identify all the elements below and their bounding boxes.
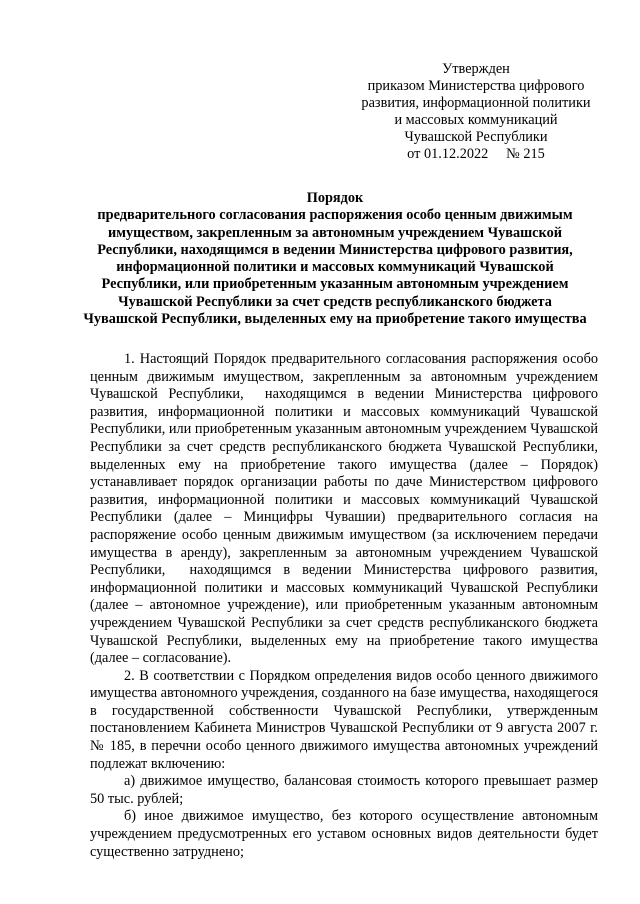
item-b-line: б) иное движимое имущество, без которого осуществление автономным — [124, 808, 598, 825]
paragraph-2-line: имущества автономного учреждения, созданного на базе имущества, находящегося — [90, 685, 599, 702]
approval-line: Утвержден — [442, 61, 510, 77]
paragraph-1-line: Чувашской Республики, выделенных ему на приобретение такого имущества — [90, 632, 598, 649]
paragraph-2-line: № 185, в перечни особо ценного движимого имущества автономных учреждений — [90, 738, 598, 755]
approval-line: и массовых коммуникаций — [394, 112, 558, 129]
title-line: Республики, находящимся в ведении Министерства цифрового развития, — [97, 241, 573, 258]
paragraph-1-line: (далее – согласование). — [90, 650, 232, 667]
paragraph-2-line: в государственной собственности Чувашской Республики, утвержденным — [90, 702, 598, 719]
item-a-line: а) движимое имущество, балансовая стоимость которого превышает размер — [124, 773, 598, 790]
approval-line: приказом Министерства цифрового — [367, 78, 585, 95]
item-b-line: существенно затруднено; — [90, 843, 244, 860]
paragraph-1-line: 1. Настоящий Порядок предварительного согласования распоряжения особо — [124, 351, 598, 367]
title-line: Чувашской Республики за счет средств республиканского бюджета — [118, 293, 552, 310]
approval-date-number: от 01.12.2022 № 215 — [407, 146, 545, 163]
paragraph-1-line: распоряжение особо ценным движимым имуществом (за исключением передачи — [90, 526, 598, 543]
title-line: информационной политики и массовых коммуникаций Чувашской — [116, 259, 554, 276]
paragraph-1-line: выделенных ему на приобретение такого имущества (далее – Порядок) — [90, 456, 598, 473]
paragraph-1-line: информационной политики и массовых коммуникаций Чувашской Республики — [90, 579, 598, 596]
item-b-line: учреждением предусмотренных его уставом основных видов деятельности будет — [90, 826, 598, 843]
document-title — [60, 190, 610, 328]
approval-line: развития, информационной политики — [361, 95, 591, 112]
item-a-line: 50 тыс. рублей; — [90, 790, 184, 807]
paragraph-1-line: (далее – автономное учреждение), или приобретенным указанным автономным — [90, 597, 598, 614]
document-body — [90, 351, 598, 861]
title-line: имуществом, закрепленным за автономным учреждением Чувашской — [108, 224, 562, 241]
paragraph-1-line: ценным движимым имуществом, закрепленным за автономным учреждением — [90, 368, 598, 385]
approval-line: Чувашской Республики — [404, 129, 548, 146]
paragraph-1-line: Республики, или приобретенным указанным автономным учреждением Чувашской — [90, 421, 598, 438]
approval-stamp — [340, 61, 612, 164]
paragraph-2-line: подлежат включению: — [90, 755, 226, 772]
paragraph-1-line: Республики, находящимся в ведении Министерства цифрового развития, — [90, 562, 598, 579]
title-heading: Порядок — [306, 190, 364, 206]
paragraph-1-line: Республики за счет средств республиканского бюджета Чувашской Республики, — [90, 438, 598, 455]
paragraph-1-line: развития, информационной политики и массовых коммуникаций Чувашской — [90, 491, 598, 508]
paragraph-1-line: устанавливает порядок организации работы по даче Министерством цифрового — [90, 474, 598, 491]
paragraph-1-line: учреждением Чувашской Республики за счет средств республиканского бюджета — [90, 614, 598, 631]
title-line: предварительного согласования распоряжения особо ценным движимым — [97, 207, 573, 224]
paragraph-1-line: имущества в аренду), закрепленным за автономным учреждением Чувашской — [90, 544, 598, 561]
paragraph-2-line: 2. В соответствии с Порядком определения видов особо ценного движимого — [124, 667, 598, 684]
paragraph-1-line: Чувашской Республики, находящимся в ведении Министерства цифрового — [90, 386, 598, 403]
title-line: Республики, или приобретенным указанным автономным учреждением — [101, 276, 569, 293]
paragraph-1-line: Республики (далее – Минцифры Чувашии) предварительного согласия на — [90, 509, 598, 526]
paragraph-1-line: развития, информационной политики и массовых коммуникаций Чувашской — [90, 403, 598, 420]
paragraph-2-line: постановлением Кабинета Министров Чувашской Республики от 9 августа 2007 г. — [90, 720, 598, 737]
title-line: Чувашской Республики, выделенных ему на приобретение такого имущества — [83, 311, 587, 328]
